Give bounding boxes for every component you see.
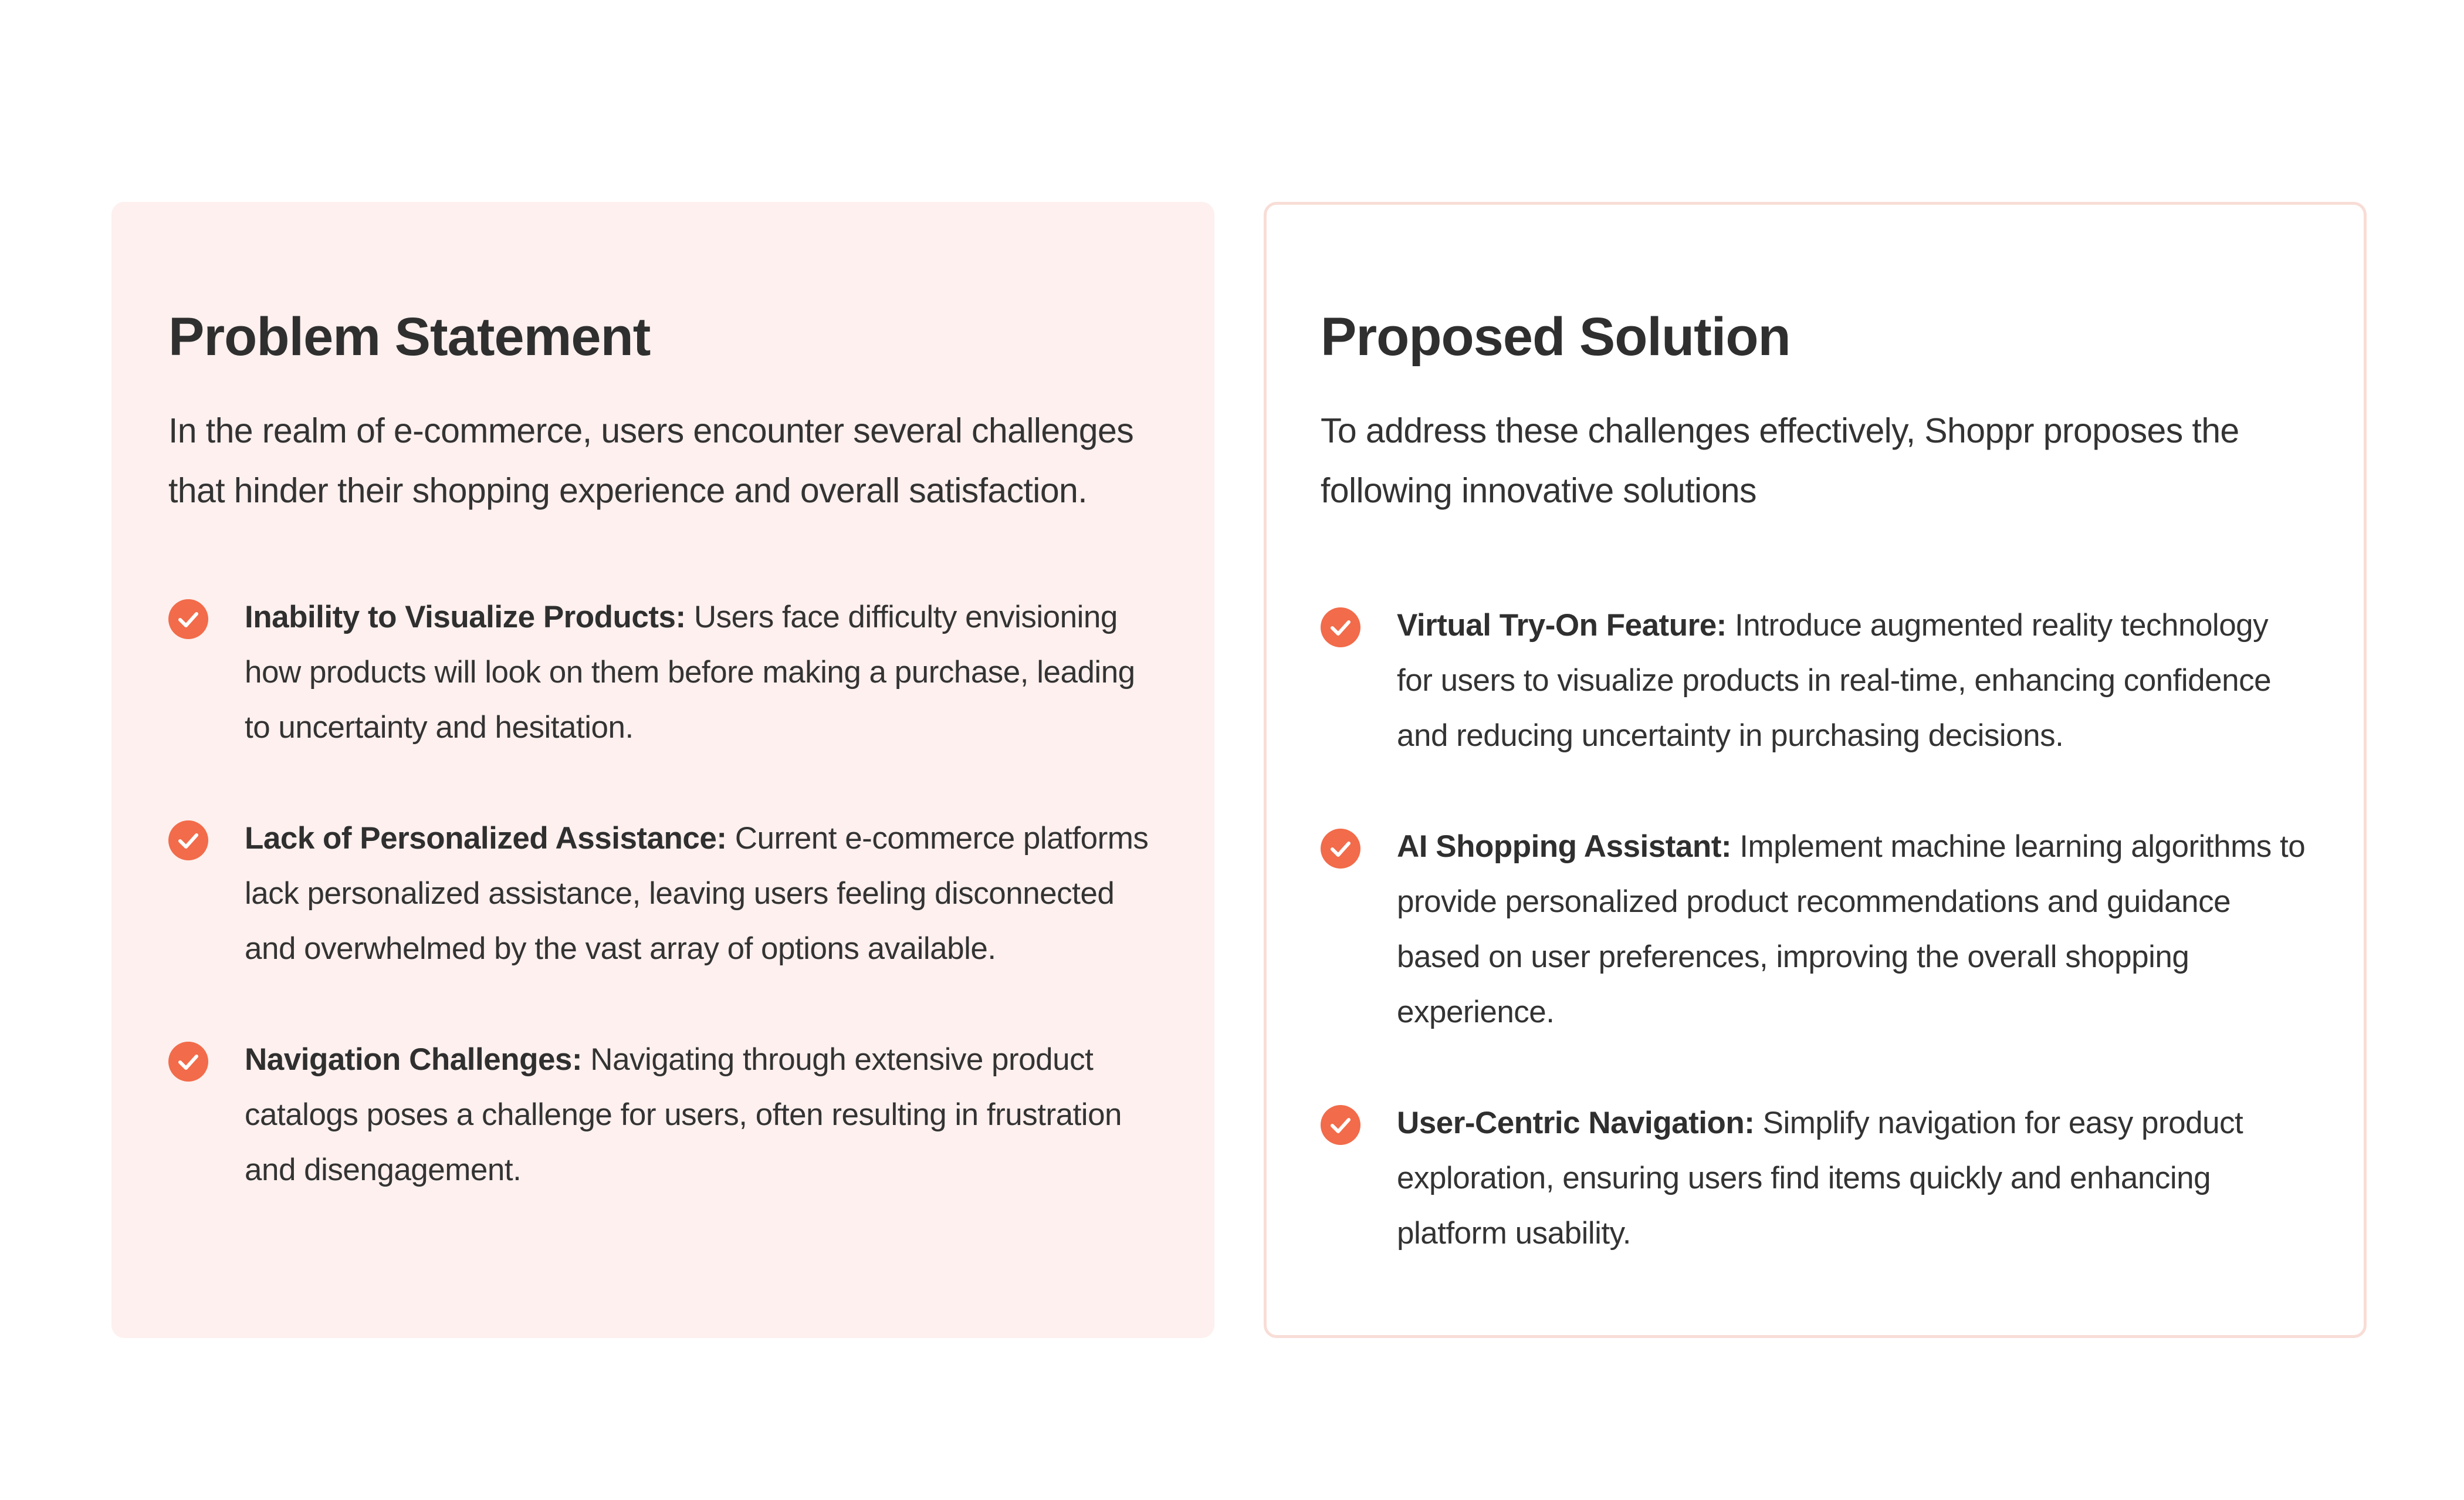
solution-item-text: Implement machine learning algorithms to provide personalized product recommendations and guidance based on user preferences, improving the overall shopping experience.: [1397, 829, 2306, 1030]
problem-item-title: Inability to Visualize Products:: [245, 600, 686, 635]
problem-statement-content: [168, 308, 1162, 1254]
proposed-solution-title: Proposed Solution: [1321, 307, 1791, 367]
solution-item-title: Virtual Try-On Feature:: [1397, 608, 1727, 643]
proposed-solution-card: [1264, 202, 2367, 1338]
solution-item-text: Introduce augmented reality technology for users to visualize products in real-time, enhancing confidence and reducing uncertainty in purchasing decisions.: [1397, 608, 2272, 754]
check-circle-icon: [1321, 1105, 1360, 1145]
problem-list: [168, 590, 1162, 1198]
check-circle-icon: [168, 599, 208, 639]
problem-statement-intro: In the realm of e-commerce, users encounter several challenges that hinder their shopping experience and overall satisfaction.: [168, 411, 1134, 511]
problem-item-text: Users face difficulty envisioning how products will look on them before making a purchase, leading to uncertainty and hesitation.: [245, 600, 1135, 745]
solution-item-text: Simplify navigation for easy product exploration, ensuring users find items quickly and enhancing platform usability.: [1397, 1106, 2243, 1251]
problem-item-title: Navigation Challenges:: [245, 1042, 583, 1077]
solution-item-title: AI Shopping Assistant:: [1397, 829, 1732, 864]
problem-item-navigation: [168, 1032, 1162, 1198]
problem-item-title: Lack of Personalized Assistance:: [245, 821, 727, 856]
proposed-solution-intro: To address these challenges effectively, Shoppr proposes the following innovative solutions: [1321, 411, 2239, 511]
check-circle-icon: [168, 1042, 208, 1082]
problem-item-text: Current e-commerce platforms lack personalized assistance, leaving users feeling disconnected and overwhelmed by the vast array of options available.: [245, 821, 1149, 967]
solution-item-virtual-try-on: [1321, 598, 2311, 763]
check-circle-icon: [1321, 829, 1360, 869]
solution-item-title: User-Centric Navigation:: [1397, 1106, 1755, 1141]
problem-item-text: Navigating through extensive product catalogs poses a challenge for users, often resulting in frustration and disengagement.: [245, 1042, 1122, 1188]
check-circle-icon: [168, 820, 208, 860]
problem-statement-card: [111, 202, 1214, 1338]
proposed-solution-content: [1321, 308, 2311, 1317]
solution-list: [1321, 598, 2311, 1261]
solution-item-navigation: [1321, 1096, 2311, 1261]
problem-item-personalization: [168, 811, 1162, 977]
problem-statement-title: Problem Statement: [168, 307, 651, 367]
solution-item-ai-assistant: [1321, 819, 2311, 1040]
problem-item-visualize: [168, 590, 1162, 755]
check-circle-icon: [1321, 607, 1360, 647]
